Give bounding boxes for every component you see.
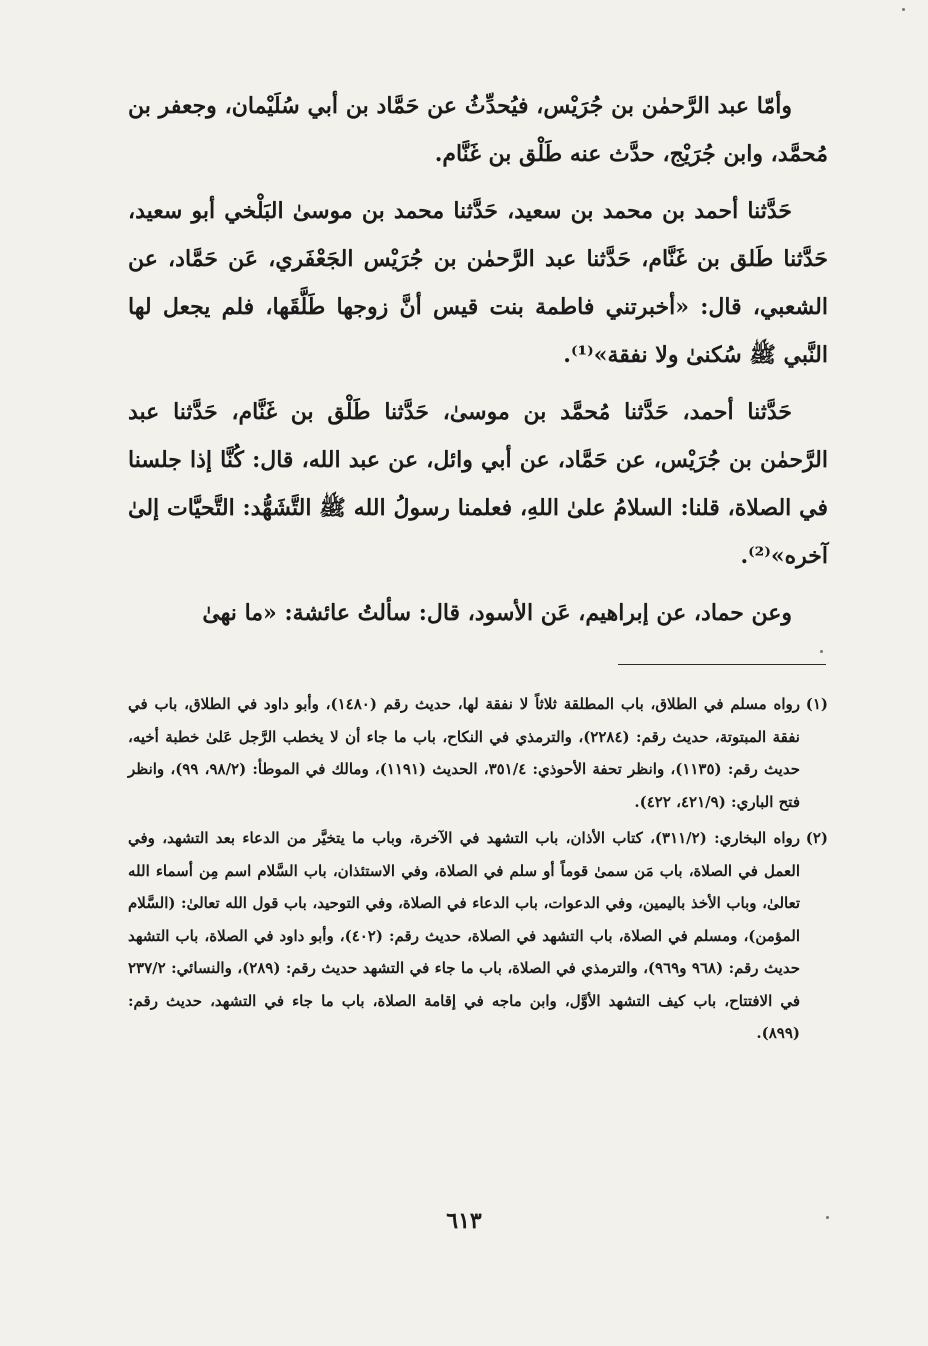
paragraph-3: حَدَّثنا أحمد، حَدَّثنا مُحمَّد بن موسىٰ، حَدَّثنا طَلْق بن غَنَّام، حَدَّثنا عبد الرَّحمٰن بن جُرَيْس، عن حَمَّاد، عن أبي وائل، عن عبد الله، قال: كُنَّا إذا جلسنا في الصلاة، قلنا: السلامُ علىٰ اللهِ، فعلمنا رسولُ الله ﷺ التَّشَهُّد: التَّحيَّات إلىٰ آخره»⁽²⁾. [128, 399, 828, 569]
paragraph-1: وأمّا عبد الرَّحمٰن بن جُرَيْس، فيُحدِّثُ عن حَمَّاد بن أبي سُلَيْمان، وجعفر بن مُحمَّد، وابن جُرَيْج، حدَّث عنه طَلْق بن غَنَّام. [128, 93, 828, 167]
footnote-2-number: (٢) [805, 829, 828, 847]
footnote-1 [128, 688, 828, 818]
paragraph-4: وعن حماد، عن إبراهيم، عَن الأسود، قال: سألتُ عائشة: «ما نهىٰ [202, 600, 792, 626]
footnote-1-number: (١) [805, 695, 828, 713]
scan-speck [902, 8, 905, 11]
scan-speck [820, 650, 823, 653]
footnote-divider [618, 664, 826, 665]
page-number: ٦١٣ [446, 1208, 482, 1234]
footnote-2 [128, 822, 828, 1050]
scan-speck [826, 1216, 829, 1219]
footnote-1-text: رواه مسلم في الطلاق، باب المطلقة ثلاثاً لا نفقة لها، حديث رقم (١٤٨٠)، وأبو داود في الطلاق، باب في نفقة المبتوتة، حديث رقم: (٢٢٨٤)، والترمذي في النكاح، باب ما جاء أن لا يخطب الرَّجل عَلىٰ خطبة أخيه، حديث رقم: (١١٣٥)، وانظر تحفة الأحوذي: ٣٥١/٤، الحديث (١١٩١)، ومالك في الموطأ: (٩٨/٢، ٩٩)، وانظر فتح الباري: (٤٢١/٩، ٤٢٢). [128, 695, 801, 811]
main-text [128, 82, 828, 646]
footnotes [128, 688, 828, 1054]
paragraph-2: حَدَّثنا أحمد بن محمد بن سعيد، حَدَّثنا محمد بن موسىٰ البَلْخي أبو سعيد، حَدَّثنا طَلق بن غَنَّام، حَدَّثنا عبد الرَّحمٰن بن جُرَيْس الجَعْفَري، عَن حَمَّاد، عن الشعبي، قال: «أخبرتني فاطمة بنت قيس أنَّ زوجها طَلَّقَها، فلم يجعل لها النَّبي ﷺ سُكنىٰ ولا نفقة»⁽¹⁾. [128, 198, 828, 368]
footnote-2-text: رواه البخاري: (٣١١/٢)، كتاب الأذان، باب التشهد في الآخرة، وباب ما يتخيَّر من الدعاء بعد التشهد، وفي العمل في الصلاة، باب مَن سمىٰ قوماً أو سلم في الصلاة، وفي الاستئذان، باب السَّلام اسم مِن أسماء الله تعالىٰ، وباب الأخذ باليمين، وفي الدعوات، باب الدعاء في الصلاة، وفي التوحيد، باب قول الله تعالىٰ: (السَّلام المؤمن)، ومسلم في الصلاة، باب التشهد في الصلاة، حديث رقم: (٤٠٢)، وأبو داود في الصلاة، باب التشهد حديث رقم: (٩٦٨ و٩٦٩)، والترمذي في الصلاة، باب ما جاء في التشهد حديث رقم: (٢٨٩)، والنسائي: ٢٣٧/٢ في الافتتاح، باب كيف التشهد الأوَّل، وابن ماجه في إقامة الصلاة، باب ما جاء في التشهد، حديث رقم: (٨٩٩). [128, 829, 801, 1042]
